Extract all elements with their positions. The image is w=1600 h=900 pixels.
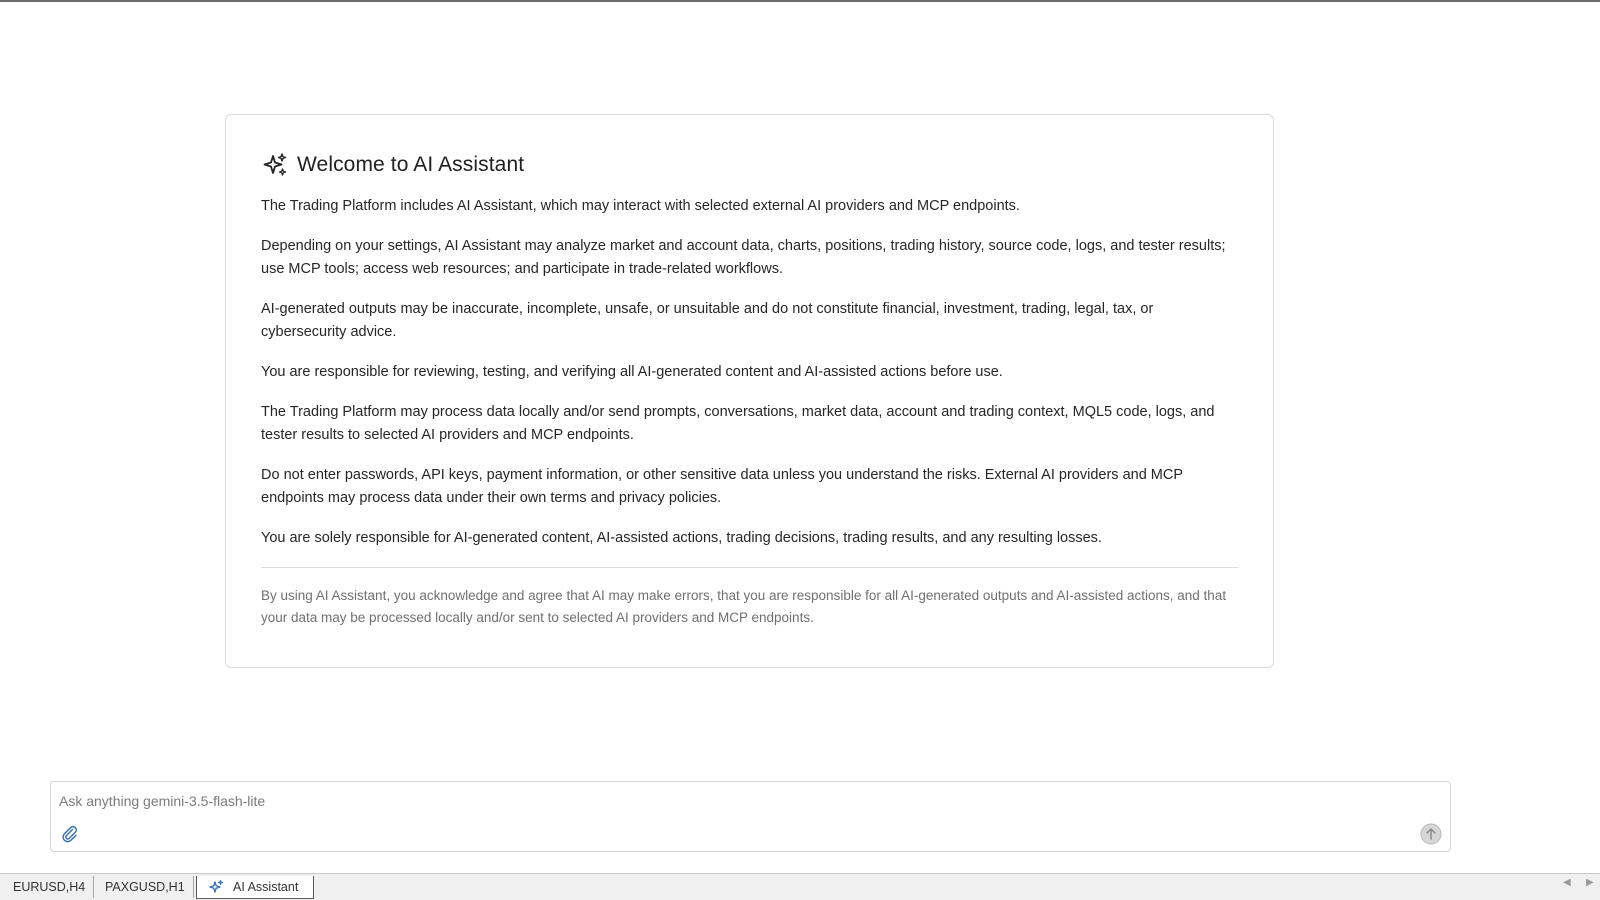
welcome-paragraph: AI-generated outputs may be inaccurate, incomplete, unsafe, or unsuitable and do not constitute financial, investment, trading, legal, tax, or cybersecurity advice. <box>261 301 1154 340</box>
welcome-paragraph: The Trading Platform may process data locally and/or send prompts, conversations, market data, account and trading context, MQL5 code, logs, and tester results to selected AI providers and MCP endpoints. <box>261 404 1215 443</box>
tab-ai-assistant[interactable] <box>196 876 314 899</box>
send-arrow-icon[interactable] <box>1420 823 1442 845</box>
welcome-paragraph: Depending on your settings, AI Assistant may analyze market and account data, charts, positions, trading history, source code, logs, and tester results; use MCP tools; access web resources; and participate in trade-related workflows. <box>261 238 1226 277</box>
paperclip-icon[interactable] <box>61 825 79 843</box>
sparkle-icon <box>208 879 224 895</box>
welcome-card-header <box>261 151 1238 179</box>
welcome-paragraph: The Trading Platform includes AI Assistant, which may interact with selected external AI providers and MCP endpoints. <box>261 198 1020 214</box>
welcome-paragraph: You are solely responsible for AI-generated content, AI-assisted actions, trading decisions, trading results, and any resulting losses. <box>261 530 1102 546</box>
welcome-paragraph: Do not enter passwords, API keys, payment information, or other sensitive data unless you understand the risks. External AI providers and MCP endpoints may process data under their own terms and privacy policies. <box>261 467 1183 506</box>
prompt-input[interactable] <box>59 790 1359 812</box>
tab-eurusd-h4[interactable] <box>2 876 94 898</box>
tab-label: AI Assistant <box>233 880 299 894</box>
welcome-paragraph: You are responsible for reviewing, testing, and verifying all AI-generated content and AI-assisted actions before use. <box>261 364 1003 380</box>
tab-label: PAXGUSD,H1 <box>105 880 185 894</box>
tab-label: EURUSD,H4 <box>13 880 86 894</box>
sparkle-icon <box>261 151 289 179</box>
tabs-scroll-right-icon[interactable]: ▶ <box>1586 877 1594 888</box>
window-top-border <box>0 0 1600 2</box>
chart-tab-bar <box>0 873 1600 900</box>
tabs-scroll-left-icon[interactable]: ◀ <box>1563 877 1571 888</box>
welcome-card <box>225 114 1274 668</box>
welcome-divider <box>261 567 1238 568</box>
welcome-footnote: By using AI Assistant, you acknowledge and agree that AI may make errors, that you are responsible for all AI-generated outputs and AI-assisted actions, and that your data may be processed locally and/or sent to selected AI providers and MCP endpoints. <box>261 588 1227 625</box>
welcome-title: Welcome to AI Assistant <box>297 153 525 176</box>
prompt-box[interactable] <box>50 781 1451 852</box>
tab-paxgusd-h1[interactable] <box>94 876 194 898</box>
